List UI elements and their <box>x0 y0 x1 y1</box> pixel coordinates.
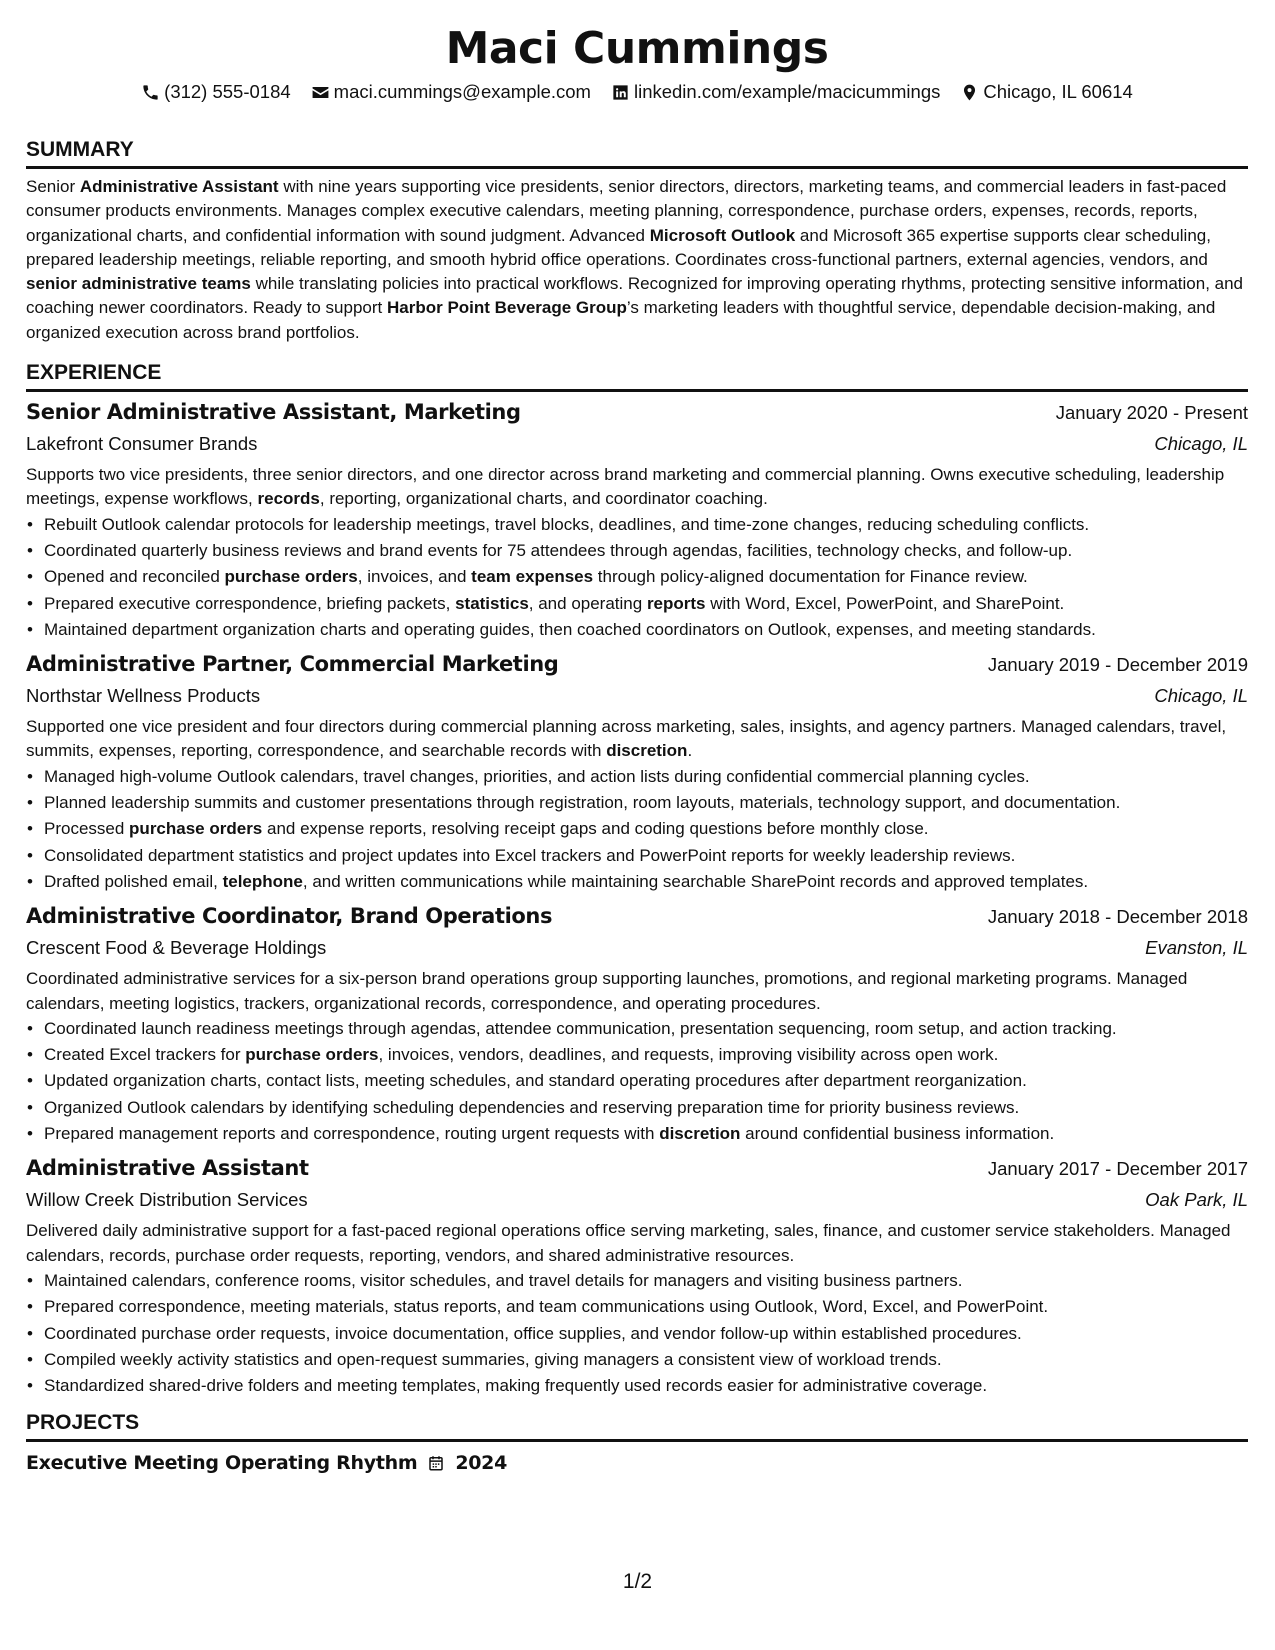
job-bullets <box>26 764 1248 895</box>
company-name: Crescent Food & Beverage Holdings <box>26 937 327 959</box>
bullet-item: • Organized Outlook calendars by identifying scheduling dependencies and reserving preparation time for priority business reviews. <box>26 1095 1248 1121</box>
job-entry <box>26 901 1248 1147</box>
bullet-item: • Maintained department organization charts and operating guides, then coached coordinators on Outlook, expenses, and meeting standards. <box>26 617 1248 643</box>
job-title: Senior Administrative Assistant, Marketing <box>26 400 521 425</box>
contact-linkedin[interactable] <box>611 80 940 104</box>
company-name: Northstar Wellness Products <box>26 685 261 707</box>
linkedin-icon <box>611 83 630 102</box>
projects-heading: PROJECTS <box>26 1409 1248 1442</box>
job-dates: January 2020 - Present <box>1055 402 1248 424</box>
bullet-item: • Planned leadership summits and customer presentations through registration, room layouts, materials, technology support, and documentation. <box>26 790 1248 816</box>
job-title: Administrative Partner, Commercial Marketing <box>26 652 559 677</box>
candidate-name: Maci Cummings <box>445 23 829 74</box>
job-subheader <box>26 681 1248 711</box>
job-description: Supported one vice president and four directors during commercial planning across marketing, sales, insights, and agency partners. Managed calendars, travel, summits, expenses, reporting, correspondence, and searchable records with discretion. <box>26 717 1227 761</box>
experience-heading: EXPERIENCE <box>26 359 1248 392</box>
bullet-item: • Consolidated department statistics and project updates into Excel trackers and PowerPoint reports for weekly leadership reviews. <box>26 843 1248 869</box>
job-title: Administrative Coordinator, Brand Operations <box>26 904 553 929</box>
linkedin-text: linkedin.com/example/macicummings <box>633 81 941 102</box>
bullet-item: • Processed purchase orders and expense reports, resolving receipt gaps and coding questions before monthly close. <box>26 816 1248 842</box>
job-header <box>26 649 1248 680</box>
summary-text: Senior Administrative Assistant with nine years supporting vice presidents, senior directors, directors, marketing teams, and commercial leaders in fast-paced consumer products environments. Manages complex executive calendars, meeting planning, correspondence, purchase orders, expenses, records, reports, organizational charts, and confidential information with sound judgment. Advanced Microsoft Outlook and Microsoft 365 expertise supports clear scheduling, prepared leadership meetings, reliable reporting, and smooth hybrid office operations. Coordinates cross-functional partners, external agencies, vendors, and senior administrative teams while translating policies into practical workflows. Recognized for improving operating rhythms, protecting sensitive information, and coaching newer coordinators. Ready to support Harbor Point Beverage Group’s marketing leaders with thoughtful service, dependable decision-making, and organized execution across brand portfolios. <box>26 177 1244 342</box>
job-entry <box>26 1153 1248 1399</box>
job-description: Supports two vice presidents, three senior directors, and one director across brand marketing and commercial planning. Owns executive scheduling, leadership meetings, expense workflows, records, reporting, organizational charts, and coordinator coaching. <box>26 465 1225 509</box>
bullet-item: • Created Excel trackers for purchase orders, invoices, vendors, deadlines, and requests, improving visibility across open work. <box>26 1042 1248 1068</box>
bullet-item: • Coordinated launch readiness meetings through agendas, attendee communication, presentation sequencing, room setup, and action tracking. <box>26 1016 1248 1042</box>
job-description: Delivered daily administrative support for a fast-paced regional operations office serving marketing, sales, finance, and customer service stakeholders. Managed calendars, records, purchase order requests, reporting, vendors, and shared administrative resources. <box>26 1221 1231 1265</box>
bullet-item: • Opened and reconciled purchase orders, invoices, and team expenses through policy-aligned documentation for Finance review. <box>26 564 1248 590</box>
bullet-item: • Updated organization charts, contact lists, meeting schedules, and standard operating procedures after department reorganization. <box>26 1068 1248 1094</box>
job-subheader <box>26 1185 1248 1215</box>
project-name: Executive Meeting Operating Rhythm <box>26 1452 418 1475</box>
job-bullets <box>26 1268 1248 1399</box>
bullet-item: • Compiled weekly activity statistics and open-request summaries, giving managers a consistent view of workload trends. <box>26 1347 1248 1373</box>
bullet-item: • Prepared management reports and correspondence, routing urgent requests with discretion around confidential business information. <box>26 1121 1248 1147</box>
job-entry <box>26 397 1248 643</box>
phone-icon <box>141 83 160 102</box>
job-header <box>26 901 1248 932</box>
job-bullets <box>26 512 1248 643</box>
contact-bar <box>26 80 1248 104</box>
bullet-item: • Drafted polished email, telephone, and written communications while maintaining searchable SharePoint records and approved templates. <box>26 869 1248 895</box>
job-location: Chicago, IL <box>1154 685 1248 707</box>
phone-text: (312) 555-0184 <box>164 81 291 102</box>
contact-phone[interactable] <box>141 80 291 104</box>
location-text: Chicago, IL 60614 <box>983 81 1133 102</box>
bullet-item: • Maintained calendars, conference rooms, visitor schedules, and travel details for managers and visiting business partners. <box>26 1268 1248 1294</box>
contact-location <box>960 80 1132 104</box>
summary-heading: SUMMARY <box>26 136 1248 169</box>
bullet-item: • Coordinated purchase order requests, invoice documentation, office supplies, and vendor follow-up within established procedures. <box>26 1321 1248 1347</box>
job-bullets <box>26 1016 1248 1147</box>
job-location: Oak Park, IL <box>1145 1189 1248 1211</box>
bullet-item: • Managed high-volume Outlook calendars, travel changes, priorities, and action lists during confidential commercial planning cycles. <box>26 764 1248 790</box>
resume-page <box>26 0 1248 1650</box>
contact-email[interactable] <box>311 80 591 104</box>
company-name: Lakefront Consumer Brands <box>26 433 258 455</box>
job-location: Chicago, IL <box>1154 433 1248 455</box>
job-entry <box>26 649 1248 895</box>
company-name: Willow Creek Distribution Services <box>26 1189 308 1211</box>
job-dates: January 2019 - December 2019 <box>987 654 1248 676</box>
calendar-icon <box>427 1454 445 1472</box>
job-subheader <box>26 429 1248 459</box>
job-title: Administrative Assistant <box>26 1156 309 1181</box>
job-dates: January 2018 - December 2018 <box>987 906 1248 928</box>
job-header <box>26 1153 1248 1184</box>
bullet-item: • Coordinated quarterly business reviews and brand events for 75 attendees through agendas, facilities, technology checks, and follow-up. <box>26 538 1248 564</box>
job-dates: January 2017 - December 2017 <box>987 1158 1248 1180</box>
job-subheader <box>26 933 1248 963</box>
bullet-item: • Rebuilt Outlook calendar protocols for leadership meetings, travel blocks, deadlines, and time-zone changes, reducing scheduling conflicts. <box>26 512 1248 538</box>
projects-list <box>26 1448 1248 1478</box>
envelope-icon <box>311 83 330 102</box>
job-location: Evanston, IL <box>1145 937 1248 959</box>
job-header <box>26 397 1248 428</box>
experience-list <box>26 397 1248 1399</box>
job-description: Coordinated administrative services for a six-person brand operations group supporting launches, promotions, and regional marketing programs. Managed calendars, meeting logistics, trackers, organizational records, correspondence, and operating procedures. <box>26 969 1188 1013</box>
project-year: 2024 <box>455 1452 508 1475</box>
page-number: 1/2 <box>622 1570 653 1593</box>
map-pin-icon <box>960 83 979 102</box>
bullet-item: • Prepared executive correspondence, briefing packets, statistics, and operating reports with Word, Excel, PowerPoint, and SharePoint. <box>26 591 1248 617</box>
bullet-item: • Standardized shared-drive folders and meeting templates, making frequently used records easier for administrative coverage. <box>26 1373 1248 1399</box>
bullet-item: • Prepared correspondence, meeting materials, status reports, and team communications using Outlook, Word, Excel, and PowerPoint. <box>26 1294 1248 1320</box>
project-entry <box>26 1448 1248 1478</box>
email-text: maci.cummings@example.com <box>333 81 591 102</box>
